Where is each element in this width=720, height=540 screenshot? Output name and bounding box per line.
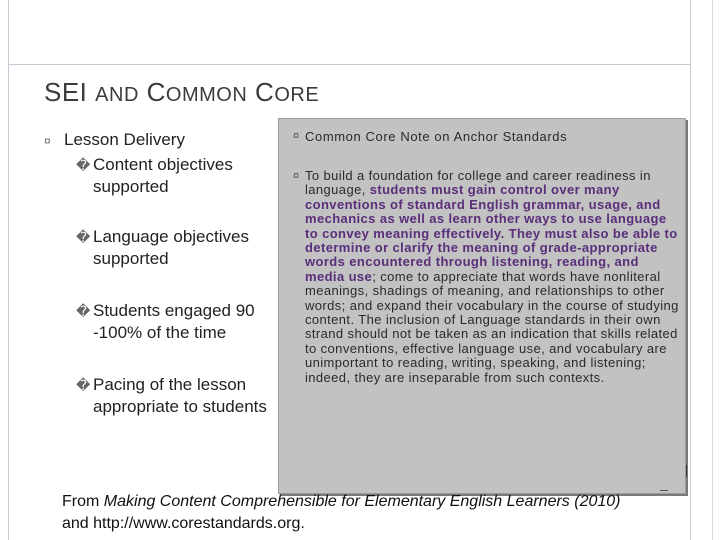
bullet-icon: ¤ <box>293 170 300 182</box>
main-bullet <box>44 130 279 150</box>
source-citation <box>62 491 622 535</box>
title-c2: C <box>255 77 275 107</box>
common-core-note-box <box>278 118 686 494</box>
right-frame-line-outer <box>712 0 713 540</box>
title-ommon: OMMON <box>165 84 248 106</box>
list-item-text: Pacing of the lesson appropriate to students <box>93 375 267 416</box>
citation-suffix: and http://www.corestandards.org. <box>62 515 305 532</box>
left-frame-line <box>8 0 9 540</box>
body-text-highlight: students must gain control over many conventions of standard English grammar, usage, and mechanics as well as learn other ways to use language to convey meaning effectively. They must also be able to determine or clarify the meaning of grade-appropriate words encountered through listening, reading, and media use <box>305 182 678 284</box>
bullet-icon: ¤ <box>44 134 51 148</box>
body-text-start: To build a foundation for college and career readiness in language, <box>305 168 651 198</box>
edge-mark <box>660 490 668 491</box>
right-frame-line <box>690 0 691 540</box>
box-heading: Common Core Note on Anchor Standards <box>305 129 568 144</box>
slide-title <box>44 77 319 108</box>
list-item <box>44 226 279 270</box>
body-text-end: ; come to appreciate that words have nonliteral meanings, shadings of meaning, and relationships to other words; and expand their vocabulary in the course of studying content. The inclusion of Language standards in their own strand should not be taken as an indication that skills related to conventions, effective language use, and vocabulary are unimportant to reading, writing, speaking, and listening; indeed, they are inseparable from such contexts. <box>305 268 679 385</box>
sub-bullet-icon: � <box>76 303 91 319</box>
main-bullet-text: Lesson Delivery <box>64 130 185 149</box>
list-item <box>44 300 279 344</box>
list-item-text: Language objectives supported <box>93 227 249 268</box>
sub-bullet-icon: � <box>76 229 91 245</box>
title-band <box>8 0 691 65</box>
bullet-icon: ¤ <box>293 130 300 142</box>
list-item-text: Content objectives supported <box>93 155 233 196</box>
citation-prefix: From <box>62 493 104 510</box>
citation-book-title: Making Content Comprehensible for Elementary English Learners (2010) <box>103 493 621 510</box>
sub-bullet-icon: � <box>76 377 91 393</box>
list-item <box>44 374 279 418</box>
title-and: AND <box>95 84 139 106</box>
lesson-delivery-list <box>44 130 279 418</box>
title-sei: SEI <box>44 77 88 107</box>
edge-mark <box>680 465 687 477</box>
list-item <box>44 154 279 198</box>
title-ore: ORE <box>274 84 320 106</box>
title-c1: C <box>146 77 166 107</box>
list-item-text: Students engaged 90 -100% of the time <box>93 301 255 342</box>
box-body-text <box>305 169 679 385</box>
sub-bullet-icon: � <box>76 157 91 173</box>
